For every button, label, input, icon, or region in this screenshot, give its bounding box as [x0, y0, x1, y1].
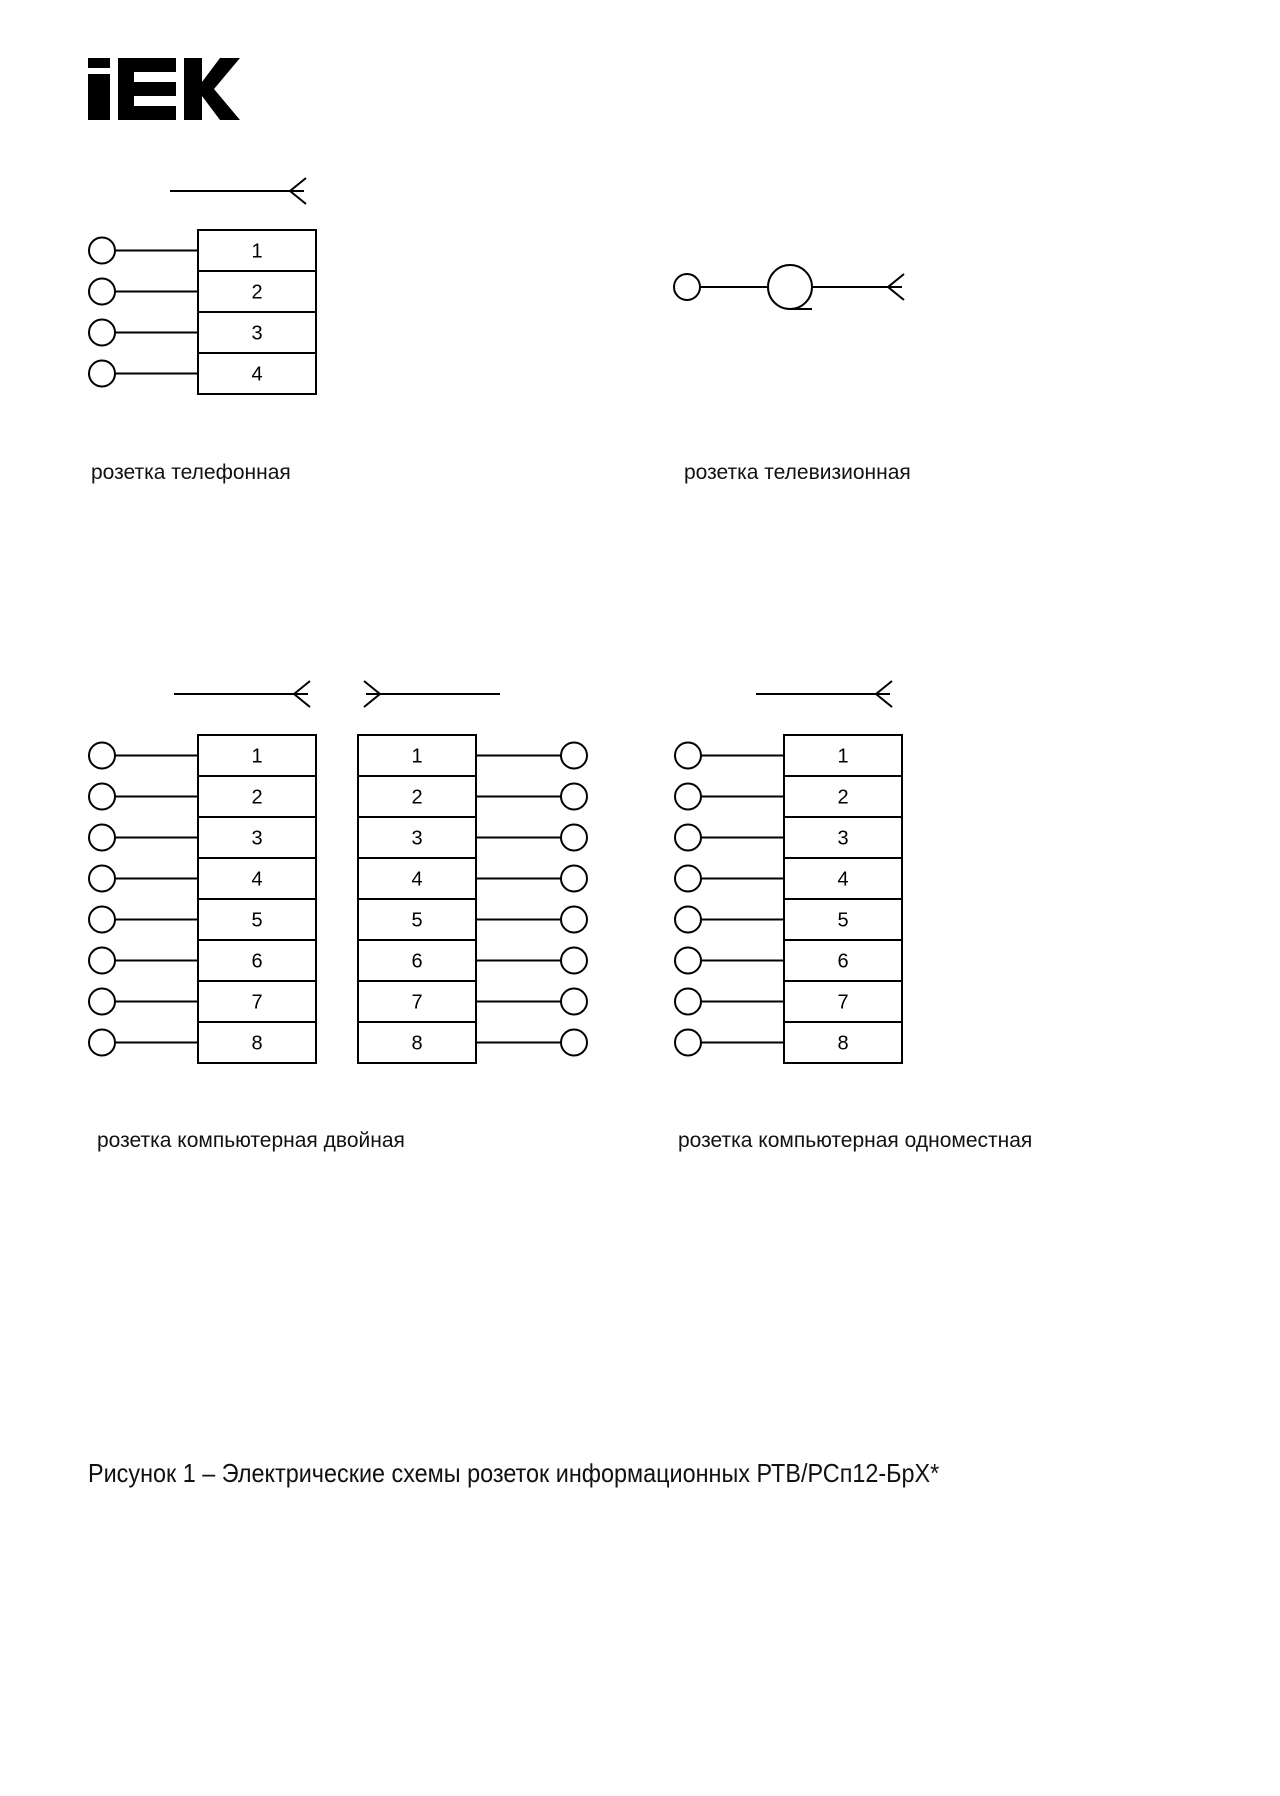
dual-left-contact-circle — [89, 948, 115, 974]
phone-pin-label: 1 — [251, 240, 263, 263]
dual-left-contact-circle — [89, 989, 115, 1015]
dual-right-contact-circle — [561, 1030, 587, 1056]
dual-left-contact-circle — [89, 825, 115, 851]
dual-right-pin-label: 8 — [411, 1032, 423, 1055]
tv-contact-circle — [674, 274, 700, 300]
dual-right-contact-circle — [561, 866, 587, 892]
single-pin-label: 1 — [837, 745, 849, 768]
dual-left-contact-circle — [89, 1030, 115, 1056]
single-pin-label: 8 — [837, 1032, 849, 1055]
dual-right-pin-label: 3 — [411, 827, 423, 850]
dual-right-pin-label: 2 — [411, 786, 423, 809]
single-contact-circle — [675, 948, 701, 974]
figure-caption: Рисунок 1 – Электрические схемы розеток информационных РТВ/РСп12-БрХ* — [88, 1458, 940, 1488]
dual-left-pin-label: 4 — [251, 868, 263, 891]
dual-left-pin-label: 5 — [251, 909, 263, 932]
single-pin-label: 3 — [837, 827, 849, 850]
single-pin-label: 2 — [837, 786, 849, 809]
phone-socket-diagram — [89, 178, 316, 394]
phone-pin-label: 2 — [251, 281, 263, 304]
single-contact-circle — [675, 907, 701, 933]
single-contact-circle — [675, 784, 701, 810]
dual-left-pin-label: 2 — [251, 786, 263, 809]
single-pin-label: 5 — [837, 909, 849, 932]
dual-computer-socket-diagram — [89, 681, 587, 1063]
single-contact-circle — [675, 825, 701, 851]
single-contact-circle — [675, 866, 701, 892]
phone-pin-label: 3 — [251, 322, 263, 345]
dual-right-pin-label: 6 — [411, 950, 423, 973]
dual-right-contact-circle — [561, 743, 587, 769]
dual-left-pin-label: 1 — [251, 745, 263, 768]
dual-left-pin-label: 6 — [251, 950, 263, 973]
dual-right-contact-circle — [561, 784, 587, 810]
dual-left-contact-circle — [89, 784, 115, 810]
phone-pin-label: 4 — [251, 363, 263, 386]
dual-left-pin-label: 7 — [251, 991, 263, 1014]
phone-contact-circle — [89, 320, 115, 346]
single-socket-caption: розетка компьютерная одноместная — [678, 1129, 1033, 1152]
dual-left-contact-circle — [89, 743, 115, 769]
single-pin-label: 6 — [837, 950, 849, 973]
dual-left-contact-circle — [89, 866, 115, 892]
dual-left-pin-label: 8 — [251, 1032, 263, 1055]
phone-contact-circle — [89, 238, 115, 264]
dual-right-contact-circle — [561, 907, 587, 933]
dual-right-pin-label: 5 — [411, 909, 423, 932]
single-pin-label: 4 — [837, 868, 849, 891]
dual-right-contact-circle — [561, 825, 587, 851]
dual-right-pin-label: 7 — [411, 991, 423, 1014]
phone-contact-circle — [89, 279, 115, 305]
single-contact-circle — [675, 1030, 701, 1056]
single-contact-circle — [675, 989, 701, 1015]
dual-right-pin-label: 1 — [411, 745, 423, 768]
dual-left-pin-label: 3 — [251, 827, 263, 850]
dual-right-contact-circle — [561, 948, 587, 974]
dual-right-pin-label: 4 — [411, 868, 423, 891]
tv-socket-caption: розетка телевизионная — [684, 461, 911, 484]
tv-coax-circle — [768, 265, 812, 309]
single-computer-socket-diagram — [675, 681, 902, 1063]
tv-socket-diagram — [674, 265, 904, 309]
dual-socket-caption: розетка компьютерная двойная — [97, 1129, 405, 1152]
phone-contact-circle — [89, 361, 115, 387]
dual-left-contact-circle — [89, 907, 115, 933]
single-pin-label: 7 — [837, 991, 849, 1014]
phone-socket-caption: розетка телефонная — [91, 461, 291, 484]
dual-right-contact-circle — [561, 989, 587, 1015]
single-contact-circle — [675, 743, 701, 769]
